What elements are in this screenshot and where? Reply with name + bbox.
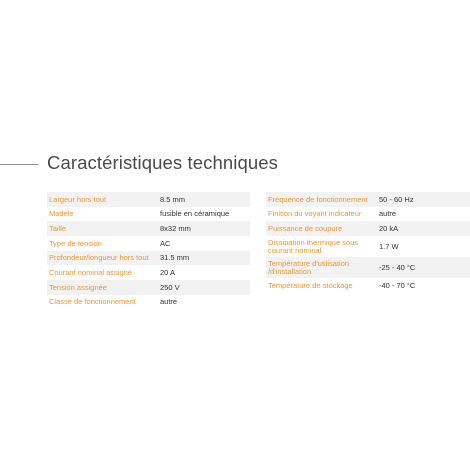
spec-row (266, 221, 470, 236)
spec-row (266, 236, 470, 257)
spec-row (47, 236, 250, 251)
spec-row (47, 192, 250, 207)
spec-table-right (266, 192, 470, 293)
spec-label: Fréquence de fonctionnement (268, 194, 368, 204)
spec-value: -25 - 40 °C (379, 262, 416, 272)
spec-label: Taille (49, 223, 67, 233)
spec-value: autre (160, 297, 178, 307)
spec-row (47, 280, 250, 295)
spec-label: Profondeur/longueur hors tout (49, 253, 149, 263)
spec-row (47, 221, 250, 236)
spec-label: Puissance de coupure (268, 223, 343, 233)
spec-value: 250 V (160, 282, 180, 292)
spec-label: Type de tension (49, 238, 102, 248)
spec-label: Température d'utilisation /d'installation (268, 259, 350, 276)
spec-row (47, 265, 250, 280)
spec-label: Modèle (49, 209, 74, 219)
spec-row (47, 251, 250, 266)
spec-value: 31.5 mm (160, 253, 190, 263)
spec-row (47, 207, 250, 222)
spec-row (47, 295, 250, 310)
spec-label: Tension assignée (49, 282, 107, 292)
section-title: Caractéristiques techniques (47, 152, 278, 173)
spec-value: 8.5 mm (160, 194, 186, 204)
spec-value: 1.7 W (379, 241, 399, 251)
spec-value: 50 - 60 Hz (379, 194, 414, 204)
spec-row (266, 278, 470, 293)
spec-label: Largeur hors tout (49, 194, 107, 204)
decorative-rule (0, 164, 38, 165)
spec-value: 20 kA (379, 223, 399, 233)
spec-table-left (47, 192, 250, 310)
spec-value: AC (160, 238, 171, 248)
spec-label: Courant nominal assigné (49, 268, 132, 278)
spec-value: -40 - 70 °C (379, 280, 416, 290)
spec-label: Température de stockage (268, 280, 353, 290)
spec-row (266, 207, 470, 222)
spec-value: 20 A (160, 268, 176, 278)
spec-label: Classe de fonctionnement (49, 297, 136, 307)
spec-value: fusible en céramique (160, 209, 230, 219)
spec-label: Dissipation thermique sous courant nominal (268, 238, 359, 255)
spec-row (266, 257, 470, 278)
spec-value: autre (379, 209, 397, 219)
spec-label: Finition du voyant indicateur (268, 209, 362, 219)
spec-value: 8x32 mm (160, 223, 191, 233)
spec-row (266, 192, 470, 207)
